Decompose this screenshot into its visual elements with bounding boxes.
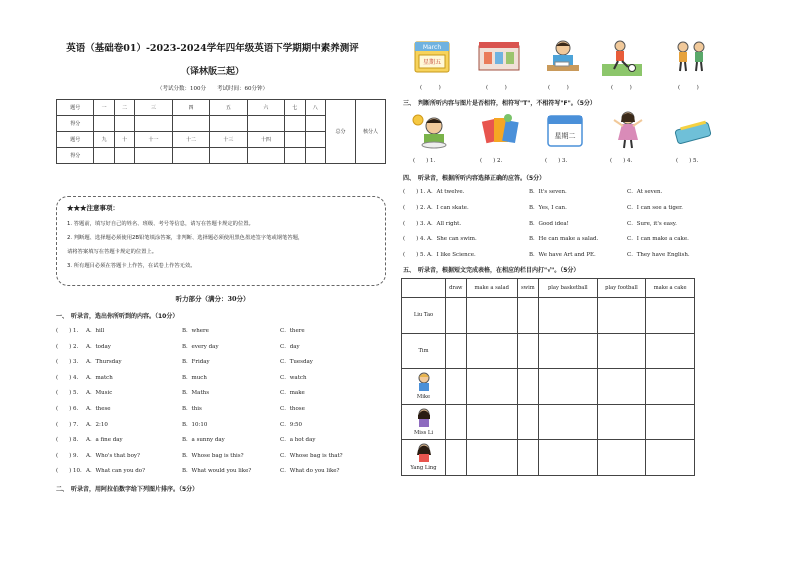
section4-heading: 四、 听录音，根据所听内容选择正确的应答。（5分） <box>403 175 546 182</box>
column-header: play basketball <box>538 279 597 298</box>
option-b: B．Friday <box>182 359 210 366</box>
page-title: 英语（基础卷01）-2023-2024学年四年级英语下学期期中素养测评 <box>66 43 359 54</box>
total-score-cell: 总分 <box>326 100 356 164</box>
miss-li-avatar <box>415 408 433 428</box>
notice-line: 请将答案填写在答题卡规定的位置上。 <box>67 249 158 255</box>
list-item <box>403 187 703 203</box>
calendar-day-text: 星期二 <box>554 132 576 140</box>
column-header: swim <box>517 279 538 298</box>
check-cell[interactable] <box>517 404 538 440</box>
score-input-cell[interactable] <box>114 116 134 132</box>
girl-dancing-picture <box>608 110 648 150</box>
exam-info: （考试分数：100分 考试时间：60分钟） <box>157 86 268 92</box>
yang-ling-avatar <box>415 443 433 463</box>
row-name: Mike <box>416 394 431 401</box>
score-cell: 一 <box>94 100 114 116</box>
option-c: C．make <box>280 390 305 397</box>
option-c: C．day <box>280 343 300 350</box>
row-name: Yang Ling <box>410 465 437 472</box>
check-cell[interactable] <box>517 298 538 334</box>
calendar-march-picture <box>413 40 451 74</box>
option-a: A．What can you do? <box>86 468 146 475</box>
option-a: A．Who's that boy? <box>86 452 140 459</box>
check-cell[interactable] <box>466 369 517 405</box>
page-subtitle: （译林版三起） <box>180 67 244 77</box>
question-number[interactable]: ( ) 6. <box>56 405 79 412</box>
list-item <box>56 451 386 467</box>
check-cell[interactable] <box>466 333 517 369</box>
row-name-cell <box>402 369 446 405</box>
table-row <box>402 333 695 369</box>
table-row <box>402 404 695 440</box>
score-input-cell[interactable] <box>285 116 305 132</box>
option-c: C．I can see a tiger. <box>627 204 683 211</box>
boy-eating-picture <box>410 112 454 150</box>
section2-blank[interactable]: ( ) <box>486 85 507 91</box>
column-header: draw <box>446 279 467 298</box>
question-number[interactable]: ( ) 7. <box>56 421 79 428</box>
list-item <box>56 466 386 482</box>
question-number[interactable]: ( ) 10. <box>56 468 82 475</box>
option-a: A．Thursday <box>86 359 122 366</box>
question-number[interactable]: ( ) 9. <box>56 452 79 459</box>
question-number[interactable]: ( ) 5. <box>56 390 79 397</box>
pencil-case-picture <box>672 112 716 150</box>
section3-heading: 三、 判断所听内容与图片是否相符，相符写"T"，不相符写"F"。（5分） <box>403 100 596 107</box>
table-row <box>402 440 695 476</box>
option-b: B．Whose bag is this? <box>182 452 244 459</box>
question-number[interactable]: ( ) 5. <box>403 252 426 259</box>
notice-box <box>56 196 386 286</box>
list-item <box>403 203 703 219</box>
score-cell: 九 <box>94 132 114 148</box>
listening-part-heading: 听力部分（满分：30分） <box>175 295 250 303</box>
score-cell: 得分 <box>57 116 94 132</box>
column-header: make a cake <box>646 279 695 298</box>
question-number[interactable]: ( ) 3. <box>56 359 79 366</box>
score-input-cell[interactable] <box>172 116 209 132</box>
section2-blank[interactable]: ( ) <box>548 85 569 91</box>
score-cell <box>285 148 305 164</box>
boy-studying-picture <box>543 38 583 76</box>
check-cell[interactable] <box>538 333 597 369</box>
list-item <box>56 373 386 389</box>
option-c: C．At seven. <box>627 189 663 195</box>
check-cell[interactable] <box>646 298 695 334</box>
option-b: B．every day <box>182 343 219 350</box>
score-cell <box>305 148 326 164</box>
question-number[interactable]: ( ) 8. <box>56 437 79 444</box>
score-cell: 十一 <box>135 132 172 148</box>
score-input-cell[interactable] <box>172 148 209 164</box>
option-b: B．Yes, I can. <box>529 204 567 211</box>
score-cell: 得分 <box>57 148 94 164</box>
check-cell[interactable] <box>538 440 597 476</box>
question-number[interactable]: ( ) 4. <box>56 374 79 381</box>
option-a: A．hill <box>86 328 105 334</box>
table-corner-cell <box>402 279 446 298</box>
notice-line: 2. 判断题、选择题必须使用2B铅笔填涂答案，非判断、选择题必须使用黑色墨迹签字笔或钢笔答题， <box>67 235 304 241</box>
option-b: B．We have Art and PE. <box>529 252 596 259</box>
score-input-cell[interactable] <box>94 116 114 132</box>
column-header: play football <box>597 279 645 298</box>
option-c: C．Whose bag is that? <box>280 452 343 459</box>
question-number[interactable]: ( ) 3. <box>403 220 426 227</box>
option-b: B．He can make a salad. <box>529 236 599 243</box>
score-cell: 四 <box>172 100 209 116</box>
activity-table <box>401 278 695 476</box>
table-row <box>402 369 695 405</box>
list-item <box>56 326 386 342</box>
calendar-month-text: March <box>422 44 442 51</box>
check-cell[interactable] <box>646 333 695 369</box>
section2-heading: 二、 听录音，用阿拉伯数字给下列图片排序。（5分） <box>56 486 199 493</box>
option-a: A．She can swim. <box>427 236 477 243</box>
option-c: C．watch <box>280 374 307 381</box>
score-cell: 十四 <box>247 132 284 148</box>
check-cell[interactable] <box>597 333 645 369</box>
score-cell: 六 <box>247 100 284 116</box>
option-b: B．It's seven. <box>529 189 567 195</box>
option-c: C．Tuesday <box>280 359 313 366</box>
score-table <box>56 99 386 164</box>
score-input-cell[interactable] <box>114 148 134 164</box>
shopping-picture <box>476 40 522 74</box>
list-item <box>403 219 703 235</box>
section5-heading: 五、 听录音，根据短文完成表格，在相应的栏目内打"√"。（5分） <box>403 267 580 274</box>
section4-list <box>403 187 703 266</box>
option-c: C．there <box>280 328 305 334</box>
option-a: A．At twelve. <box>427 189 465 195</box>
section2-blank[interactable]: ( ) <box>678 85 699 91</box>
check-cell[interactable] <box>446 440 467 476</box>
check-cell[interactable] <box>517 369 538 405</box>
option-a: A．I can skate. <box>427 204 469 211</box>
option-c: C．those <box>280 405 305 412</box>
score-cell: 题号 <box>57 132 94 148</box>
option-a: A．I like Science. <box>427 252 476 259</box>
check-cell[interactable] <box>597 440 645 476</box>
question-number[interactable]: ( ) 4. <box>403 236 426 243</box>
row-name: Miss Li <box>413 429 434 436</box>
score-cell: 八 <box>305 100 326 116</box>
score-input-cell[interactable] <box>210 148 247 164</box>
section3-blank[interactable]: ( ) 2. <box>480 158 503 164</box>
check-cell[interactable] <box>446 404 467 440</box>
notice-heading: ★★★注意事项： <box>67 204 119 212</box>
score-cell: 二 <box>114 100 134 116</box>
option-c: C．a hot day <box>280 437 316 444</box>
table-row <box>402 298 695 334</box>
question-number[interactable]: ( ) 1. <box>403 189 426 195</box>
check-cell[interactable] <box>538 404 597 440</box>
option-a: A．a fine day <box>86 437 123 444</box>
check-cell[interactable] <box>646 404 695 440</box>
check-cell[interactable] <box>646 440 695 476</box>
option-b: B．this <box>182 405 202 412</box>
list-item <box>56 342 386 358</box>
score-cell: 七 <box>285 100 305 116</box>
score-cell: 十三 <box>210 132 247 148</box>
option-b: B．where <box>182 328 209 334</box>
score-cell: 三 <box>135 100 172 116</box>
check-cell[interactable] <box>538 369 597 405</box>
children-playing-picture <box>671 38 711 76</box>
list-item <box>56 420 386 436</box>
option-a: A．2:10 <box>86 421 108 428</box>
check-cell[interactable] <box>646 369 695 405</box>
question-number[interactable]: ( ) 2. <box>56 343 79 350</box>
notice-line: 1. 答题前，填写好自己的姓名、班级、考号等信息，请写在答题卡规定的位置。 <box>67 221 254 227</box>
option-c: C．Sure, it's easy. <box>627 220 677 227</box>
option-c: C．They have English. <box>627 252 690 259</box>
question-number[interactable]: ( ) 1. <box>56 328 79 334</box>
score-cell: 题号 <box>57 100 94 116</box>
check-cell[interactable] <box>597 404 645 440</box>
column-header: make a salad <box>466 279 517 298</box>
grader-cell: 核分人 <box>356 100 386 164</box>
option-b: B．much <box>182 374 207 381</box>
score-input-cell[interactable] <box>135 148 172 164</box>
list-item <box>56 435 386 451</box>
list-item <box>403 250 703 266</box>
option-b: B．Good idea! <box>529 220 569 227</box>
mike-avatar <box>415 372 433 392</box>
option-c: C．What do you like? <box>280 468 340 475</box>
score-input-cell[interactable] <box>135 116 172 132</box>
option-a: A．match <box>86 374 113 381</box>
check-cell[interactable] <box>538 298 597 334</box>
check-cell[interactable] <box>597 369 645 405</box>
row-name-cell <box>402 440 446 476</box>
list-item <box>56 404 386 420</box>
score-input-cell[interactable] <box>305 116 326 132</box>
check-cell[interactable] <box>446 369 467 405</box>
section2-blank[interactable]: ( ) <box>420 85 441 91</box>
score-cell: 五 <box>210 100 247 116</box>
notice-line: 3. 所有题目必须在答题卡上作答，在试卷上作答无效。 <box>67 263 196 269</box>
option-c: C．9:50 <box>280 421 303 428</box>
question-number[interactable]: ( ) 2. <box>403 204 426 211</box>
calendar-tuesday-picture <box>545 112 585 150</box>
football-picture <box>602 38 642 76</box>
score-cell <box>285 132 305 148</box>
option-a: A．today <box>86 343 111 350</box>
section3-blank[interactable]: ( ) 3. <box>545 158 568 164</box>
list-item <box>56 357 386 373</box>
score-input-cell[interactable] <box>247 148 284 164</box>
row-name: Tim <box>402 333 446 369</box>
calendar-day-text: 星期五 <box>422 59 442 66</box>
row-name-cell <box>402 404 446 440</box>
check-cell[interactable] <box>517 440 538 476</box>
check-cell[interactable] <box>597 298 645 334</box>
section2-blank[interactable]: ( ) <box>611 85 632 91</box>
option-b: B．What would you like? <box>182 468 252 475</box>
option-a: A．these <box>86 405 111 412</box>
score-input-cell[interactable] <box>210 116 247 132</box>
section1-list <box>56 326 386 482</box>
score-cell <box>305 132 326 148</box>
section1-heading: 一、 听录音，选出你所听到的内容。（10分） <box>56 313 179 320</box>
option-a: A．Music <box>86 390 113 397</box>
books-picture <box>478 112 522 150</box>
section3-blank[interactable]: ( ) 5. <box>676 158 699 164</box>
section3-blank[interactable]: ( ) 1. <box>413 158 436 164</box>
score-cell: 十二 <box>172 132 209 148</box>
list-item <box>403 234 703 250</box>
list-item <box>56 388 386 404</box>
score-input-cell[interactable] <box>247 116 284 132</box>
score-cell: 十 <box>114 132 134 148</box>
option-b: B．a sunny day <box>182 437 225 444</box>
check-cell[interactable] <box>466 298 517 334</box>
option-a: A．All right. <box>427 220 462 227</box>
check-cell[interactable] <box>446 298 467 334</box>
row-name: Liu Tao <box>402 298 446 334</box>
section3-blank[interactable]: ( ) 4. <box>610 158 633 164</box>
option-c: C．I can make a cake. <box>627 236 689 243</box>
check-cell[interactable] <box>466 440 517 476</box>
check-cell[interactable] <box>517 333 538 369</box>
check-cell[interactable] <box>466 404 517 440</box>
option-b: B．10:10 <box>182 421 208 428</box>
check-cell[interactable] <box>446 333 467 369</box>
option-b: B．Maths <box>182 390 210 397</box>
score-input-cell[interactable] <box>94 148 114 164</box>
